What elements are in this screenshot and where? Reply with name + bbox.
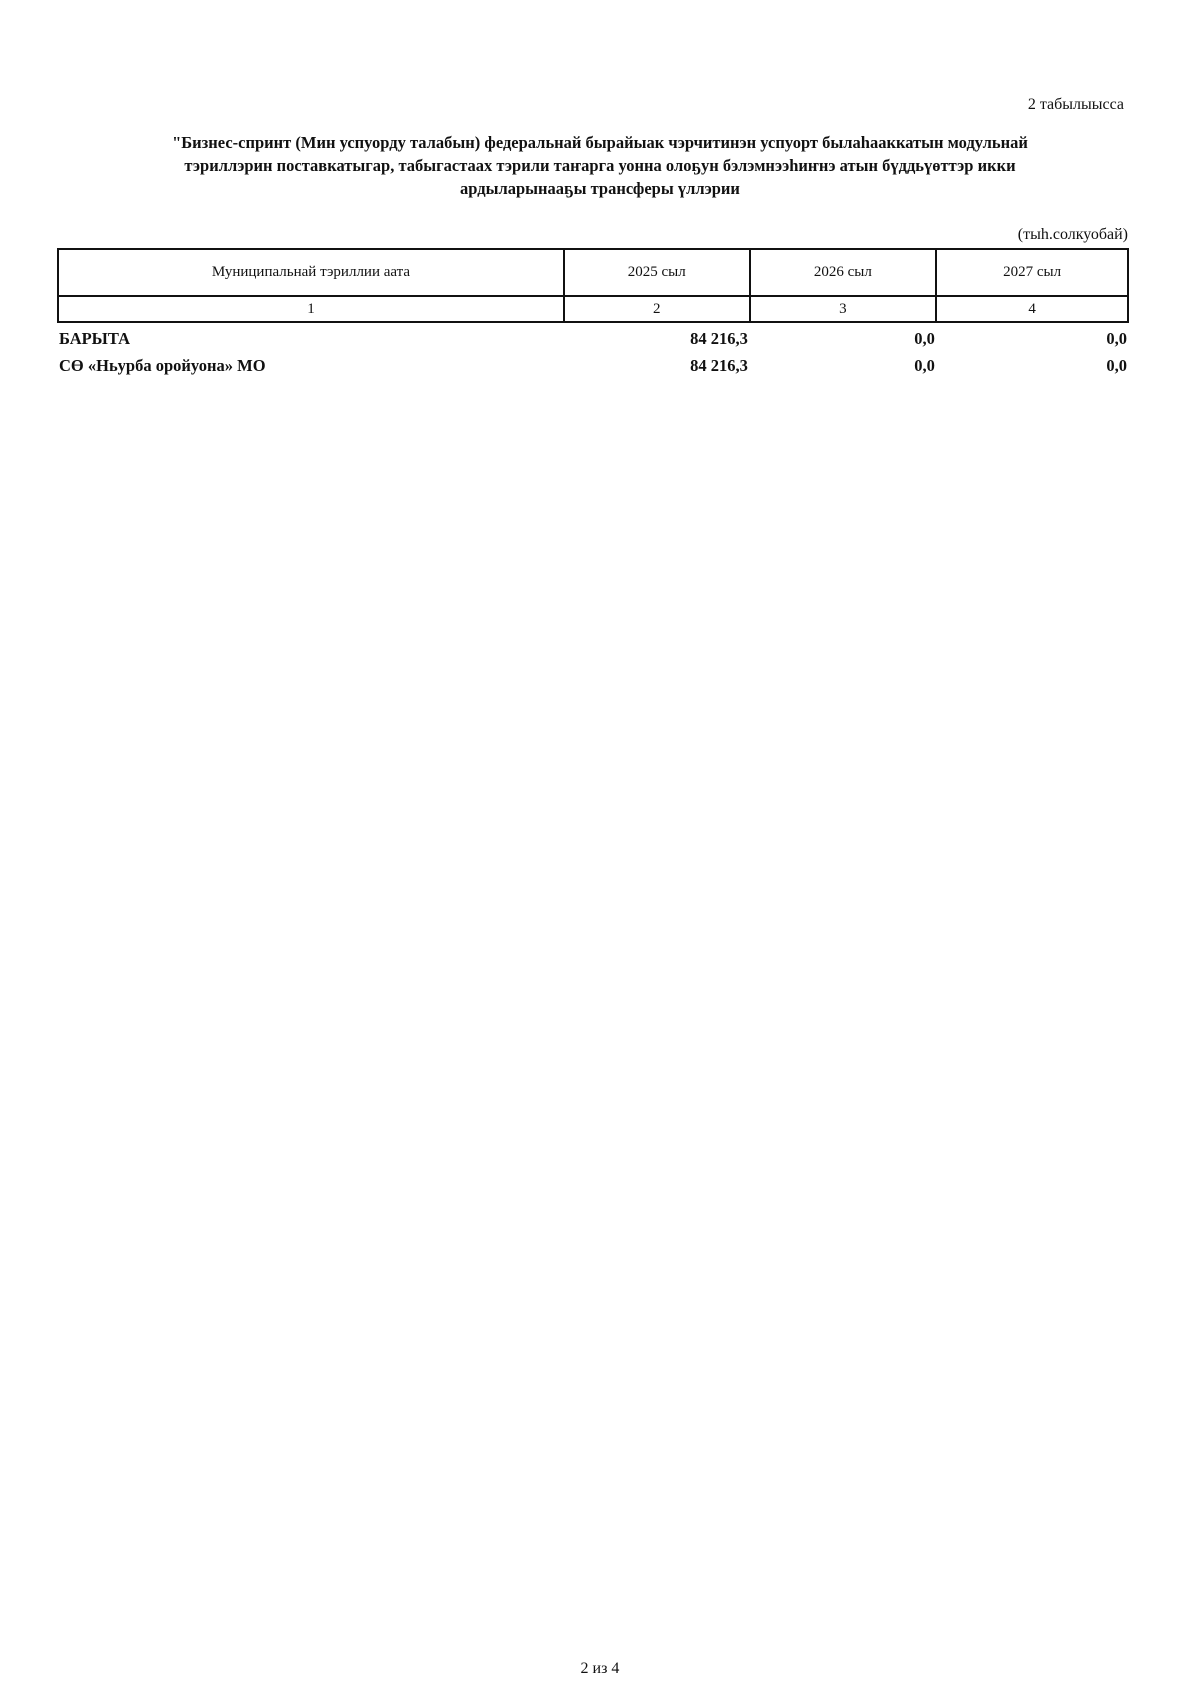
row-name: БАРЫТА — [59, 328, 130, 348]
value-2025: 84 216,3 — [690, 328, 748, 348]
table-row — [57, 352, 1129, 379]
header-cell-2026: 2026 сыл — [750, 249, 937, 296]
value-2026: 0,0 — [914, 328, 935, 348]
column-number: 4 — [936, 296, 1128, 322]
units-label: (тыh.солкуобай) — [1017, 226, 1128, 243]
page-footer: 2 из 4 — [580, 1660, 620, 1677]
table-row — [57, 325, 1129, 352]
header-row — [58, 249, 1128, 296]
title-line: ардыларынааҕы трансферы үллэрии — [460, 179, 740, 198]
column-number: 2 — [564, 296, 750, 322]
table-header — [57, 248, 1129, 323]
title-line: "Бизнес-спринт (Мин успуорду талабын) федеральнай бырайыак чэрчитинэн успуорт былаhааккатын модульнай — [172, 133, 1028, 152]
column-number: 1 — [58, 296, 564, 322]
title-line: тэриллэрин поставкатыгар, табыгастаах тэрили таҥарга уонна олоҕун бэлэмнээhиҥнэ атын бүддьүөттэр икки — [184, 156, 1016, 175]
column-number: 3 — [750, 296, 937, 322]
header-cell-2027: 2027 сыл — [936, 249, 1128, 296]
table-body — [57, 325, 1129, 379]
header-cell-2025: 2025 сыл — [564, 249, 750, 296]
value-2025: 84 216,3 — [690, 355, 748, 375]
row-name: СӨ «Ньурба оройуона» МО — [59, 355, 266, 375]
value-2027: 0,0 — [1106, 328, 1127, 348]
column-number-row — [58, 296, 1128, 322]
document-title — [60, 131, 1140, 200]
header-cell-name: Муниципальнай тэриллии аата — [58, 249, 564, 296]
value-2027: 0,0 — [1106, 355, 1127, 375]
page-label: 2 табылыысса — [1027, 96, 1124, 113]
value-2026: 0,0 — [914, 355, 935, 375]
